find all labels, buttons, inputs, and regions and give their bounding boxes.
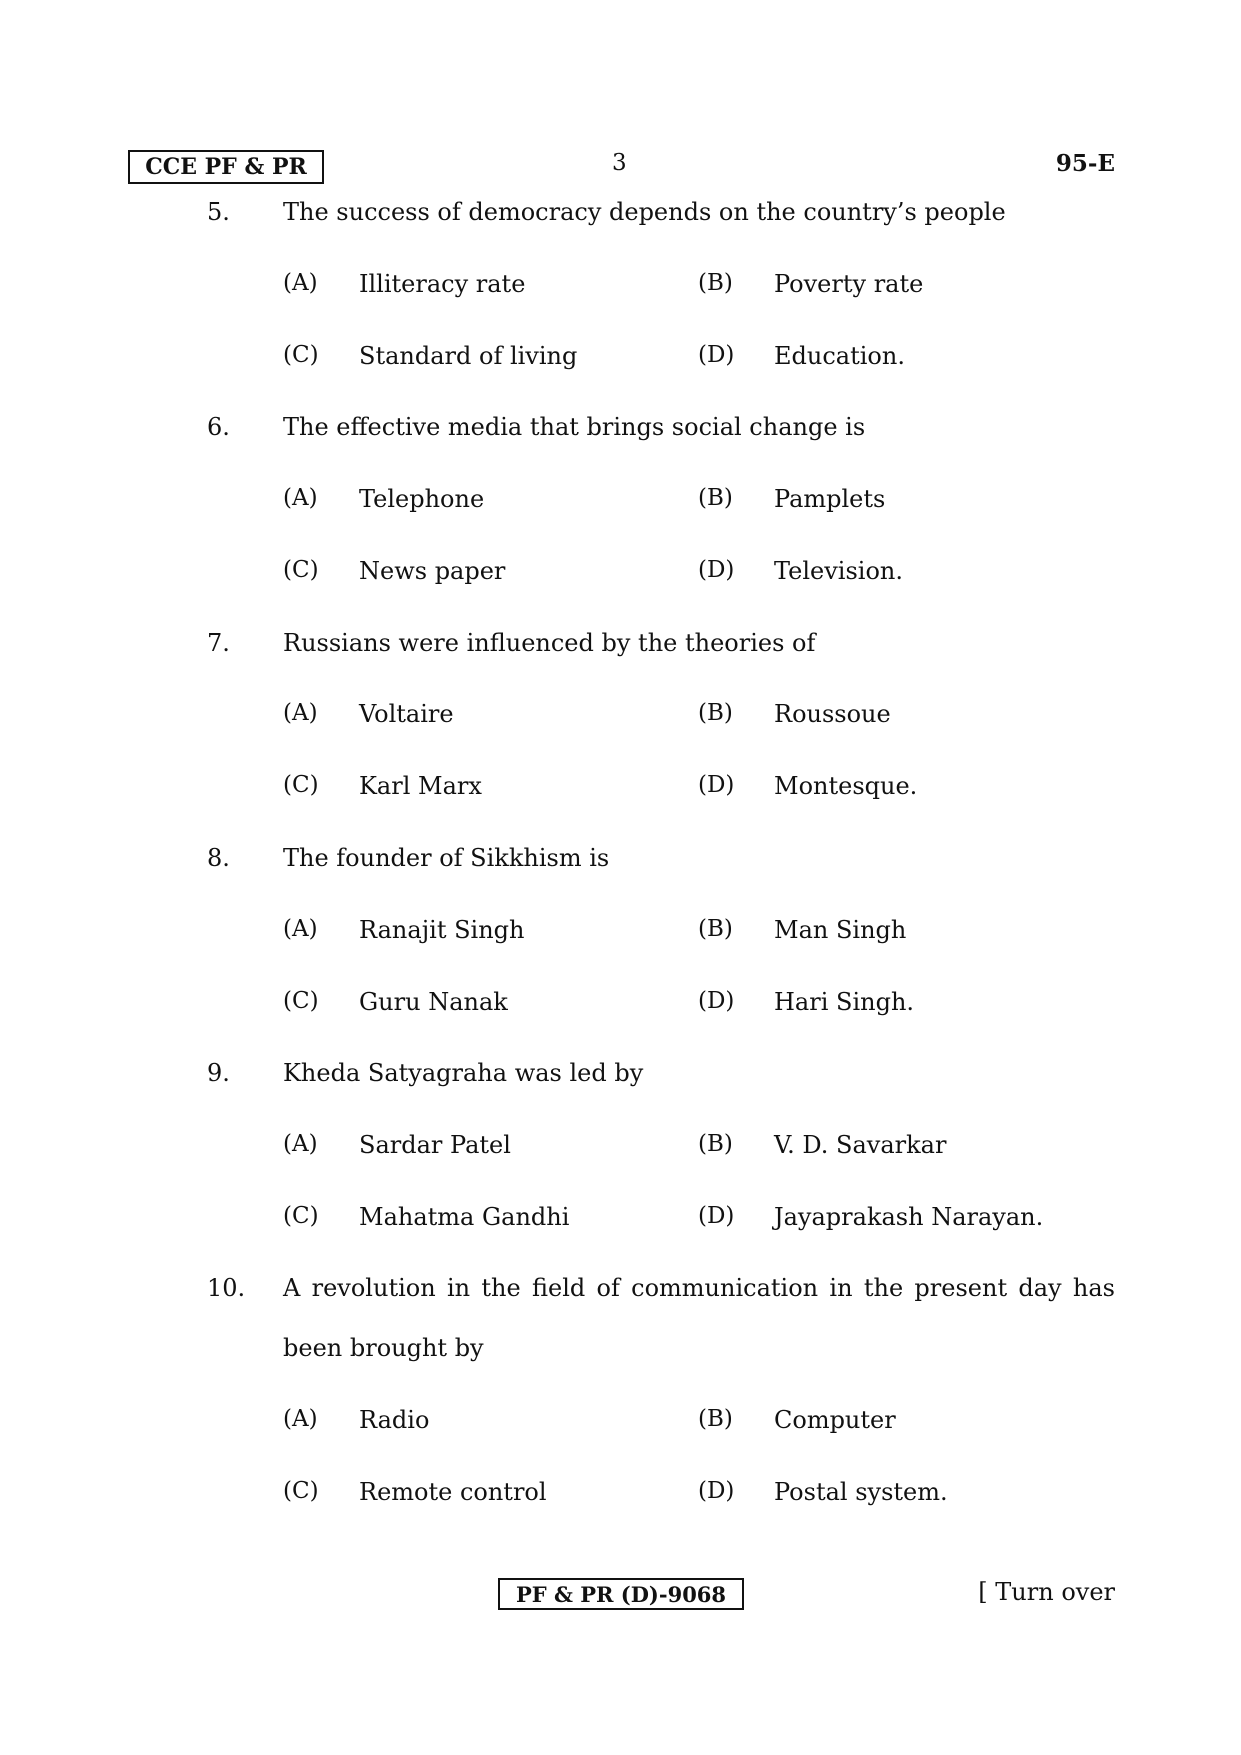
option-label: (A) (283, 1131, 318, 1157)
option-text: Voltaire (359, 700, 454, 728)
option-text: Jayaprakash Narayan. (774, 1203, 1044, 1231)
option-label: (A) (283, 485, 318, 511)
option-text: Remote control (359, 1478, 547, 1506)
option-label: (A) (283, 1406, 318, 1432)
question-text-continued: been brought by (283, 1334, 484, 1362)
option-text: Telephone (359, 485, 485, 513)
option-label: (C) (283, 1203, 319, 1229)
paper-code-box: CCE PF & PR (128, 150, 324, 184)
question-number: 7. (207, 629, 230, 657)
question-number: 6. (207, 413, 230, 441)
subject-code: 95-E (1055, 150, 1115, 177)
question-text: Kheda Satyagraha was led by (283, 1059, 644, 1087)
footer-code-box: PF & PR (D)-9068 (498, 1578, 744, 1610)
option-label: (B) (698, 1406, 733, 1432)
question-text: The founder of Sikkhism is (283, 844, 610, 872)
option-label: (D) (698, 342, 735, 368)
question-text: The success of democracy depends on the country’s people (283, 198, 1006, 226)
option-label: (A) (283, 700, 318, 726)
page-number: 3 (612, 150, 627, 176)
option-label: (C) (283, 988, 319, 1014)
option-label: (D) (698, 557, 735, 583)
option-label: (C) (283, 1478, 319, 1504)
option-text: Education. (774, 342, 905, 370)
option-label: (C) (283, 772, 319, 798)
option-text: Karl Marx (359, 772, 482, 800)
option-text: Sardar Patel (359, 1131, 511, 1159)
option-text: Montesque. (774, 772, 918, 800)
question-number: 9. (207, 1059, 230, 1087)
option-text: Roussoue (774, 700, 891, 728)
option-label: (D) (698, 772, 735, 798)
option-text: Computer (774, 1406, 896, 1434)
option-label: (B) (698, 485, 733, 511)
option-text: Television. (774, 557, 903, 585)
question-number: 8. (207, 844, 230, 872)
option-label: (B) (698, 1131, 733, 1157)
question-number: 10. (207, 1274, 246, 1302)
option-text: Postal system. (774, 1478, 948, 1506)
option-text: News paper (359, 557, 506, 585)
option-text: Ranajit Singh (359, 916, 525, 944)
option-label: (B) (698, 270, 733, 296)
option-label: (D) (698, 988, 735, 1014)
option-label: (B) (698, 916, 733, 942)
option-text: Poverty rate (774, 270, 924, 298)
option-text: Radio (359, 1406, 430, 1434)
option-text: Mahatma Gandhi (359, 1203, 570, 1231)
option-label: (C) (283, 342, 319, 368)
option-text: Pamplets (774, 485, 886, 513)
option-label: (D) (698, 1203, 735, 1229)
turn-over-note: [ Turn over (978, 1578, 1115, 1606)
option-text: Hari Singh. (774, 988, 915, 1016)
option-text: Illiteracy rate (359, 270, 526, 298)
question-text: Russians were influenced by the theories of (283, 629, 816, 657)
option-label: (C) (283, 557, 319, 583)
option-text: Standard of living (359, 342, 578, 370)
option-text: Guru Nanak (359, 988, 508, 1016)
question-text: The effective media that brings social change is (283, 413, 866, 441)
question-number: 5. (207, 198, 230, 226)
option-text: Man Singh (774, 916, 907, 944)
question-text: A revolution in the field of communication in the present day has (283, 1274, 1115, 1302)
option-label: (A) (283, 916, 318, 942)
option-label: (A) (283, 270, 318, 296)
option-text: V. D. Savarkar (774, 1131, 947, 1159)
option-label: (B) (698, 700, 733, 726)
option-label: (D) (698, 1478, 735, 1504)
